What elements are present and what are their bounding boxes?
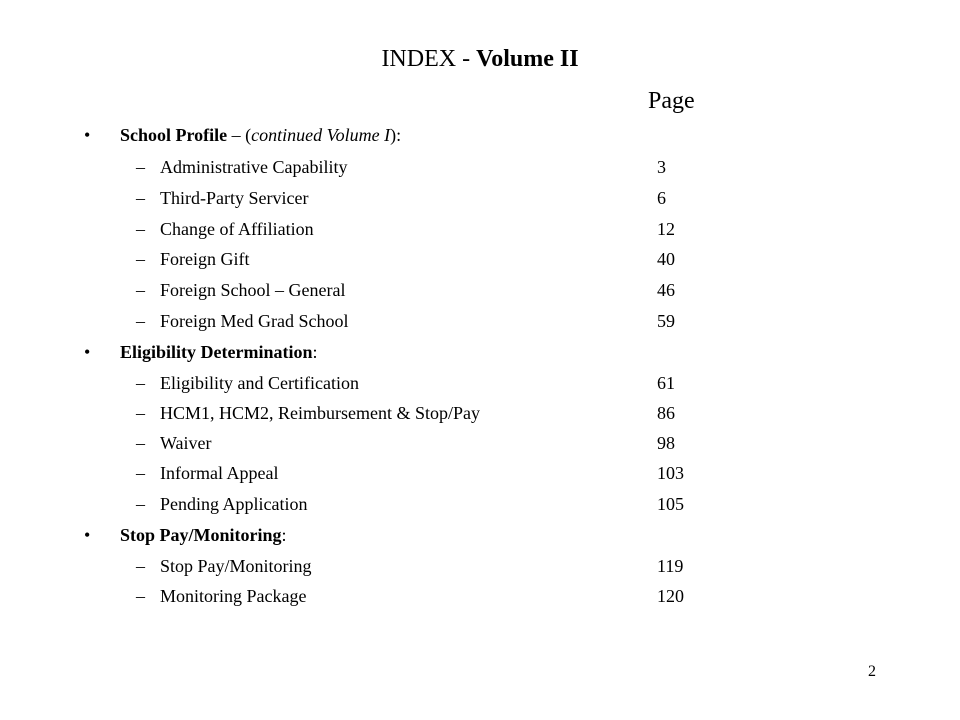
dash-marker: – [136, 463, 145, 483]
entry-page: 40 [657, 249, 675, 269]
dash-marker: – [136, 219, 145, 239]
entry-label: Foreign Med Grad School [160, 311, 349, 331]
entry-label: HCM1, HCM2, Reimbursement & Stop/Pay [160, 403, 481, 423]
slide-number: 2 [868, 663, 876, 680]
section-heading-text: Stop Pay/Monitoring [120, 525, 282, 545]
section-suffix: ): [390, 125, 402, 145]
dash-marker: – [136, 556, 145, 576]
section-separator: – ( [227, 125, 252, 145]
entry-page: 120 [657, 586, 684, 606]
section-suffix: : [312, 342, 318, 362]
dash-marker: – [136, 249, 145, 269]
page-column-header: Page [648, 88, 695, 114]
entry-label: Monitoring Package [160, 586, 307, 606]
dash-marker: – [136, 311, 145, 331]
title-volume: Volume II [476, 46, 579, 72]
entry-page: 46 [657, 280, 675, 300]
dash-marker: – [136, 280, 145, 300]
section-note: continued Volume I [251, 125, 391, 145]
dash-marker: – [136, 157, 145, 177]
dash-marker: – [136, 433, 145, 453]
entry-label: Foreign School – General [160, 280, 346, 300]
entry-page: 59 [657, 311, 675, 331]
section-heading-text: Eligibility Determination [120, 342, 313, 362]
entry-page: 6 [657, 188, 666, 208]
entry-label: Change of Affiliation [160, 219, 314, 239]
entry-page: 98 [657, 433, 675, 453]
entry-page: 61 [657, 373, 675, 393]
entry-label: Waiver [160, 433, 212, 453]
entry-page: 86 [657, 403, 675, 423]
dash-marker: – [136, 403, 145, 423]
dash-marker: – [136, 188, 145, 208]
entry-label: Pending Application [160, 494, 308, 514]
bullet-icon: • [84, 125, 91, 145]
entry-label: Foreign Gift [160, 249, 250, 269]
bullet-icon: • [84, 342, 91, 362]
entry-page: 105 [657, 494, 684, 514]
dash-marker: – [136, 586, 145, 606]
section-suffix: : [281, 525, 287, 545]
entry-label: Administrative Capability [160, 157, 348, 177]
entry-page: 103 [657, 463, 684, 483]
dash-marker: – [136, 494, 145, 514]
page-title [0, 46, 960, 73]
entry-label: Third-Party Servicer [160, 188, 309, 208]
dash-marker: – [136, 373, 145, 393]
entry-page: 3 [657, 157, 666, 177]
bullet-icon: • [84, 525, 91, 545]
entry-page: 119 [657, 556, 684, 576]
entry-label: Informal Appeal [160, 463, 279, 483]
entry-label: Eligibility and Certification [160, 373, 359, 393]
entry-label: Stop Pay/Monitoring [160, 556, 312, 576]
section-heading-text: School Profile [120, 125, 228, 145]
entry-page: 12 [657, 219, 675, 239]
title-prefix: INDEX - [381, 46, 477, 72]
